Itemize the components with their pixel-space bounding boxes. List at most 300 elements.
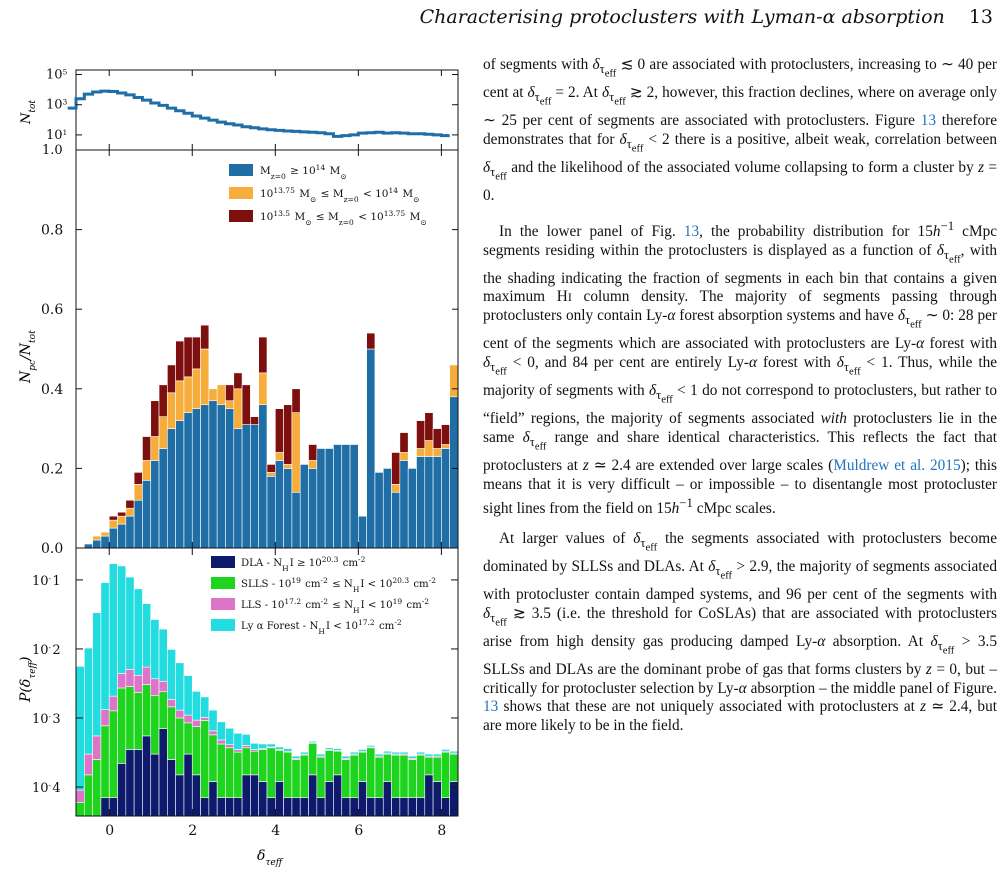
paragraph-3: At larger values of $\delta_{\tau_{eff}}$ the segments associated with protoclusters become dominated by SLLSs and DLAs. At $\delta_{\tau_{eff}} > 2.9$, the majority of segments associated with protocluster contain damped systems, and 96 per cent of the segments with $\delta_{\tau_{eff}}$ ≳ 3.5 (i.e. the threshold for CoSLAs) that are associated with protoclusters arise from high density gas producing damped Ly-α absorption. At $\delta_{\tau_{eff}} > 3.5$ SLLSs and DLAs are the dominant probe of gas that forms clusters by z = 0, but – critically for protocluster selection by Ly-α absorption – the middle panel of Figure. 13 shows that these are not uniquely associated with protoclusters at z ≃ 2.4, but are more likely to be in the field. [483, 529, 998, 734]
mid-bar-1 [309, 460, 317, 468]
top-ytick-label: 1.0 [42, 143, 63, 158]
bot-bar-3 [142, 604, 150, 668]
mid-bar-1 [450, 365, 458, 397]
bot-bar-3 [416, 752, 424, 754]
bot-bar-1 [192, 727, 200, 775]
bot-bar-1 [93, 760, 101, 816]
mid-bar-1 [425, 441, 433, 457]
bot-legend-label: SLLS - $10^{19}$ $cm^{-2}$ ≤ $N_H$ $I < 10^{20.3}$ $cm^{-2}$ [241, 575, 437, 594]
bot-xtick-label: 8 [437, 823, 447, 839]
mid-ytick-label: 0.6 [41, 302, 64, 319]
mid-bar-0 [450, 397, 458, 548]
mid-bar-1 [234, 389, 242, 429]
bot-bar-0 [433, 782, 441, 816]
top-panel-frame [76, 70, 458, 150]
bot-bar-3 [392, 752, 400, 754]
bot-bar-2 [242, 745, 250, 747]
mid-bar-2 [259, 337, 267, 373]
bot-bar-1 [134, 692, 142, 749]
mid-bar-2 [109, 516, 117, 520]
mid-bar-2 [292, 389, 300, 413]
bot-bar-3 [267, 744, 275, 747]
mid-bar-2 [400, 433, 408, 453]
body-text [483, 56, 997, 747]
bot-ylabel: $P(\delta_{\tau eff})$ [18, 656, 38, 702]
bot-bar-3 [259, 744, 267, 749]
mid-bar-0 [217, 405, 225, 548]
bot-bar-2 [167, 700, 175, 707]
mid-bar-2 [425, 413, 433, 441]
bot-bar-0 [400, 798, 408, 816]
bot-bar-1 [342, 760, 350, 798]
mid-bar-0 [234, 429, 242, 548]
bot-bar-3 [118, 566, 126, 673]
mid-bar-2 [151, 401, 159, 437]
bot-bar-0 [192, 775, 200, 816]
mid-bar-2 [192, 337, 200, 369]
bot-bar-3 [358, 749, 366, 751]
bot-bar-3 [151, 620, 159, 679]
bot-legend-swatch [211, 598, 235, 610]
mid-bar-0 [333, 445, 341, 548]
bot-bar-0 [259, 782, 267, 816]
bot-bar-3 [192, 691, 200, 720]
bot-bar-2 [76, 790, 84, 802]
mid-bar-0 [209, 401, 217, 548]
mid-bar-1 [441, 445, 449, 449]
mid-bar-2 [441, 425, 449, 445]
bot-bar-3 [201, 697, 209, 717]
bot-bar-1 [225, 748, 233, 798]
mid-bar-2 [234, 373, 242, 389]
mid-ytick-label: 0.2 [41, 461, 64, 478]
mid-bar-1 [225, 401, 233, 409]
bot-legend-label: Ly α Forest - $N_H$ $I < 10^{17.2}$ $cm^{-2}$ [241, 617, 402, 636]
bot-bar-1 [441, 752, 449, 798]
bot-bar-3 [84, 648, 92, 754]
bot-bar-1 [350, 755, 358, 798]
mid-bar-2 [118, 512, 126, 516]
bot-bar-0 [142, 736, 150, 816]
bot-bar-2 [184, 715, 192, 723]
bot-bar-1 [400, 755, 408, 798]
mid-bar-0 [383, 468, 391, 548]
bot-bar-2 [201, 717, 209, 720]
mid-ytick-label: 0.0 [41, 541, 64, 557]
bot-ytick-label: 10- 4 [32, 780, 61, 796]
ntot-histogram-line [68, 91, 450, 136]
bot-bar-0 [209, 782, 217, 816]
bot-bar-2 [101, 710, 109, 726]
mid-bar-1 [267, 472, 275, 476]
mid-bar-1 [292, 413, 300, 493]
mid-bar-0 [250, 425, 258, 548]
mid-bar-0 [317, 449, 325, 549]
mid-bar-2 [159, 385, 167, 417]
bot-bar-3 [450, 751, 458, 753]
bot-bar-1 [234, 752, 242, 798]
mid-bar-0 [433, 456, 441, 548]
bot-bar-3 [225, 728, 233, 744]
bot-bar-0 [292, 798, 300, 816]
bot-bar-3 [300, 752, 308, 754]
mid-bar-2 [176, 341, 184, 381]
bot-bar-0 [234, 798, 242, 816]
mid-bar-0 [201, 405, 209, 548]
bot-bar-3 [284, 749, 292, 752]
mid-bar-0 [309, 468, 317, 548]
bot-bar-3 [234, 733, 242, 749]
mid-bar-2 [309, 445, 317, 461]
bot-bar-2 [159, 681, 167, 691]
mid-bar-2 [201, 325, 209, 349]
bot-bar-0 [159, 729, 167, 816]
mid-bar-0 [284, 468, 292, 548]
bot-bar-0 [333, 775, 341, 816]
bot-bar-0 [300, 798, 308, 816]
mid-bar-0 [259, 405, 267, 548]
mid-bar-0 [408, 468, 416, 548]
mid-bar-0 [142, 480, 150, 548]
mid-bar-0 [93, 540, 101, 548]
bot-bar-2 [176, 710, 184, 718]
bot-legend-swatch [211, 577, 235, 589]
bot-bar-3 [176, 663, 184, 710]
mid-bar-1 [118, 516, 126, 524]
mid-bar-0 [176, 421, 184, 548]
bot-bar-0 [201, 798, 209, 816]
bot-bar-0 [101, 798, 109, 816]
mid-bar-2 [142, 437, 150, 461]
bot-bar-3 [317, 754, 325, 756]
bot-bar-0 [383, 782, 391, 816]
mid-legend-swatch [229, 187, 253, 199]
bot-xlabel: $\delta_{\tau eff}$ [257, 848, 283, 868]
mid-bar-0 [151, 460, 159, 548]
bot-bar-3 [433, 754, 441, 756]
bot-bar-3 [441, 749, 449, 751]
bot-bar-0 [408, 798, 416, 816]
mid-bar-2 [167, 365, 175, 393]
bot-bar-2 [192, 720, 200, 726]
running-head [420, 6, 993, 28]
mid-bar-1 [400, 452, 408, 460]
bot-bar-0 [375, 798, 383, 816]
bot-bar-1 [209, 735, 217, 782]
bot-bar-1 [383, 754, 391, 781]
mid-bar-0 [358, 516, 366, 548]
mid-ytick-label: 0.8 [41, 222, 64, 239]
mid-bar-0 [109, 528, 117, 548]
bot-bar-1 [167, 707, 175, 760]
bot-bar-3 [109, 564, 117, 697]
mid-bar-0 [425, 456, 433, 548]
bot-bar-0 [275, 782, 283, 816]
bot-bar-1 [267, 748, 275, 798]
mid-bar-0 [325, 449, 333, 549]
bot-bar-0 [358, 782, 366, 816]
bot-bar-1 [159, 692, 167, 729]
mid-legend-label: $10^{13.5}$ $M_⊙$ ≤ $M_{z=0}$ < $10^{13.75}$ $M_⊙$ [260, 208, 427, 227]
mid-bar-1 [176, 381, 184, 421]
mid-bar-0 [367, 349, 375, 548]
bot-bar-1 [292, 760, 300, 798]
mid-bar-1 [217, 385, 225, 405]
bot-bar-0 [425, 775, 433, 816]
bot-bar-3 [250, 743, 258, 749]
bot-bar-3 [217, 722, 225, 740]
mid-legend-label: $10^{13.75}$ $M_⊙$ ≤ $M_{z=0}$ < $10^{14}$ $M_⊙$ [260, 185, 420, 204]
mid-bar-0 [400, 460, 408, 548]
bot-bar-1 [184, 723, 192, 754]
bot-bar-0 [151, 754, 159, 816]
mid-bar-0 [375, 472, 383, 548]
top-ytick-label: $10^5$ [46, 67, 68, 83]
mid-bar-0 [159, 449, 167, 549]
mid-bar-0 [267, 476, 275, 548]
mid-bar-1 [433, 449, 441, 457]
bot-ytick-label: 10- 1 [32, 573, 61, 589]
bot-bar-1 [142, 685, 150, 736]
mid-legend-swatch [229, 210, 253, 222]
mid-bar-2 [225, 385, 233, 401]
bot-bar-3 [342, 756, 350, 758]
bottom-panel [18, 548, 458, 868]
mid-bar-1 [142, 460, 150, 480]
bot-bar-1 [284, 752, 292, 798]
mid-bar-1 [93, 536, 101, 540]
mid-bar-2 [275, 409, 283, 453]
mid-bar-2 [367, 333, 375, 349]
mid-bar-0 [342, 445, 350, 548]
mid-bar-1 [134, 484, 142, 500]
bot-bar-1 [309, 743, 317, 775]
mid-ytick-label: 0.4 [41, 381, 64, 398]
bot-bar-1 [375, 757, 383, 797]
bot-legend-swatch [211, 556, 235, 568]
top-ytick-label: $10^3$ [46, 97, 68, 113]
top-ytick-label: $10^1$ [46, 127, 68, 143]
middle-panel [18, 150, 458, 557]
bot-bar-0 [184, 754, 192, 816]
bot-bar-3 [350, 752, 358, 754]
mid-bar-1 [416, 449, 424, 457]
bot-bar-3 [425, 754, 433, 756]
bot-xtick-label: 2 [188, 823, 198, 839]
bot-bar-2 [84, 754, 92, 775]
mid-bar-1 [201, 349, 209, 405]
bot-bar-3 [167, 649, 175, 699]
bot-bar-3 [325, 748, 333, 750]
bot-bar-3 [76, 666, 84, 790]
bot-bar-1 [317, 757, 325, 797]
bot-bar-1 [126, 687, 134, 750]
bot-bar-1 [217, 744, 225, 798]
top-panel [19, 67, 458, 158]
mid-bar-0 [225, 409, 233, 548]
bot-bar-1 [425, 757, 433, 775]
bot-bar-0 [416, 798, 424, 816]
bot-bar-3 [209, 710, 217, 731]
bot-xtick-label: 6 [354, 823, 364, 839]
bot-bar-2 [217, 740, 225, 744]
mid-bar-1 [167, 393, 175, 429]
bot-bar-2 [225, 745, 233, 748]
mid-bar-1 [275, 452, 283, 460]
mid-bar-1 [392, 484, 400, 492]
mid-bar-2 [134, 472, 142, 484]
mid-bar-1 [192, 369, 200, 409]
bot-bar-2 [151, 679, 159, 696]
mid-bar-1 [159, 417, 167, 449]
figure-13 [0, 56, 470, 868]
bot-bar-3 [93, 613, 101, 736]
bot-bar-3 [101, 583, 109, 710]
mid-bar-2 [284, 405, 292, 465]
bot-bar-0 [267, 798, 275, 816]
bot-bar-1 [450, 754, 458, 781]
mid-bar-2 [267, 464, 275, 472]
bot-bar-3 [375, 754, 383, 756]
bot-bar-1 [242, 748, 250, 775]
mid-bar-0 [101, 536, 109, 548]
top-ylabel: $N_{tot}$ [19, 99, 38, 124]
bot-ytick-label: 10- 2 [32, 642, 61, 658]
bot-bar-1 [176, 718, 184, 775]
bot-bar-0 [392, 798, 400, 816]
paragraph-2: In the lower panel of Fig. 13, the probability distribution for $15h^{-1}$ cMpc segments residing within the protoclusters is displayed as a function of $\delta_{\tau_{eff}}$, with the shading indicating the fraction of segments in each bin that contains a given maximum HI column density. The majority of segments passing through protoclusters only contain Ly-α forest absorption systems and have $\delta_{\tau_{eff}}$ ∼ 0: 28 per cent of the segments which are associated with protoclusters are Ly-α forest with $\delta_{\tau_{eff}} < 0$, and 84 per cent are entirely Ly-α forest with $\delta_{\tau_{eff}} < 1$. Thus, while the majority of segments with $\delta_{\tau_{eff}} < 1$ do not correspond to protoclusters, but rather to “field” regions, the majority of segments associated with protoclusters lie in the same $\delta_{\tau_{eff}}$ range and share identical characteristics. This reflects the fact that protoclusters at z ≃ 2.4 are extended over large scales (Muldrew et al. 2015); this means that it is very difficult – or impossible – to disentangle most protocluster sight lines from the field on $15h^{-1}$ cMpc scales. [483, 218, 998, 518]
bot-bar-3 [309, 741, 317, 742]
bot-bar-1 [84, 775, 92, 816]
bot-bar-0 [118, 763, 126, 816]
mid-bar-2 [126, 500, 134, 508]
bot-bar-0 [126, 749, 134, 816]
bot-bar-0 [284, 798, 292, 816]
bot-bar-3 [367, 745, 375, 747]
bot-bar-3 [134, 589, 142, 675]
bot-bar-0 [134, 749, 142, 816]
mid-bar-2 [433, 429, 441, 449]
mid-bar-0 [292, 492, 300, 548]
bot-bar-0 [441, 798, 449, 816]
bot-bar-0 [309, 775, 317, 816]
bot-bar-3 [333, 749, 341, 751]
bot-bar-1 [408, 760, 416, 798]
mid-legend-swatch [229, 164, 253, 176]
bot-bar-1 [109, 711, 117, 798]
mid-bar-0 [392, 492, 400, 548]
mid-bar-0 [84, 544, 92, 548]
bot-bar-2 [126, 669, 134, 686]
bot-ytick-label: 10- 3 [32, 711, 61, 727]
bot-bar-1 [201, 720, 209, 797]
bot-bar-2 [93, 736, 101, 760]
bot-bar-0 [176, 775, 184, 816]
bot-bar-1 [433, 757, 441, 781]
bot-bar-1 [367, 748, 375, 798]
running-title: Characterising protoclusters with Lyman-α absorption [419, 6, 945, 28]
bot-bar-1 [300, 755, 308, 798]
mid-bar-2 [250, 417, 258, 425]
bot-bar-0 [217, 798, 225, 816]
mid-bar-0 [118, 524, 126, 548]
bot-bar-1 [250, 751, 258, 775]
bot-bar-2 [209, 731, 217, 735]
bot-xtick-label: 4 [271, 823, 281, 839]
bot-bar-3 [184, 676, 192, 715]
bot-bar-1 [392, 755, 400, 798]
bot-bar-2 [142, 667, 150, 684]
bot-legend-label: LLS - $10^{17.2}$ $cm^{-2}$ ≤ $N_H$ $I < 10^{19}$ $cm^{-2}$ [241, 596, 430, 615]
mid-bar-0 [126, 516, 134, 548]
mid-bar-0 [184, 413, 192, 548]
bot-bar-0 [317, 798, 325, 816]
bot-bar-0 [342, 798, 350, 816]
mid-ylabel: $N_{pc}/N_{tot}$ [18, 330, 38, 383]
mid-bar-0 [300, 464, 308, 548]
mid-bar-0 [275, 460, 283, 548]
bot-bar-1 [358, 752, 366, 781]
bot-bar-0 [325, 782, 333, 816]
mid-legend-label: $M_{z=0}$ ≥ $10^{14}$ $M_⊙$ [260, 162, 347, 181]
bot-bar-1 [76, 802, 84, 816]
mid-bar-0 [242, 425, 250, 548]
mid-bar-0 [416, 456, 424, 548]
mid-bar-1 [184, 377, 192, 413]
bot-bar-0 [367, 798, 375, 816]
bot-legend-label: DLA - $N_H$ $I \ge 10^{20.3}$ $cm^{-2}$ [241, 554, 366, 573]
bot-bar-3 [383, 751, 391, 753]
mid-bar-1 [101, 532, 109, 536]
bot-bar-0 [167, 760, 175, 816]
bot-legend-swatch [211, 619, 235, 631]
bot-bar-1 [259, 749, 267, 781]
bot-bar-0 [109, 798, 117, 816]
bot-bar-3 [275, 747, 283, 749]
bot-bar-1 [118, 688, 126, 763]
mid-bar-1 [151, 437, 159, 461]
mid-bar-1 [126, 508, 134, 516]
mid-bar-1 [259, 373, 267, 405]
mid-bar-1 [209, 389, 217, 401]
mid-bar-0 [441, 449, 449, 549]
mid-bar-0 [134, 500, 142, 548]
bot-bar-1 [151, 696, 159, 754]
bot-bar-1 [333, 751, 341, 775]
mid-bar-1 [109, 520, 117, 528]
bot-bar-1 [416, 755, 424, 798]
mid-bar-0 [350, 445, 358, 548]
bot-bar-1 [101, 726, 109, 798]
bot-bar-0 [350, 798, 358, 816]
mid-bar-1 [284, 464, 292, 468]
mid-bar-0 [192, 409, 200, 548]
bot-bar-2 [134, 675, 142, 692]
bot-bar-0 [225, 798, 233, 816]
mid-bar-0 [167, 429, 175, 548]
bot-bar-3 [292, 756, 300, 758]
mid-bar-2 [184, 337, 192, 377]
bot-bar-3 [159, 629, 167, 681]
bot-bar-1 [325, 750, 333, 781]
bot-bar-3 [242, 734, 250, 745]
bot-bar-3 [126, 577, 134, 669]
mid-bar-2 [416, 421, 424, 449]
page-number: 13 [968, 6, 993, 28]
mid-bar-2 [392, 452, 400, 484]
bot-bar-0 [242, 775, 250, 816]
bot-bar-2 [234, 749, 242, 752]
